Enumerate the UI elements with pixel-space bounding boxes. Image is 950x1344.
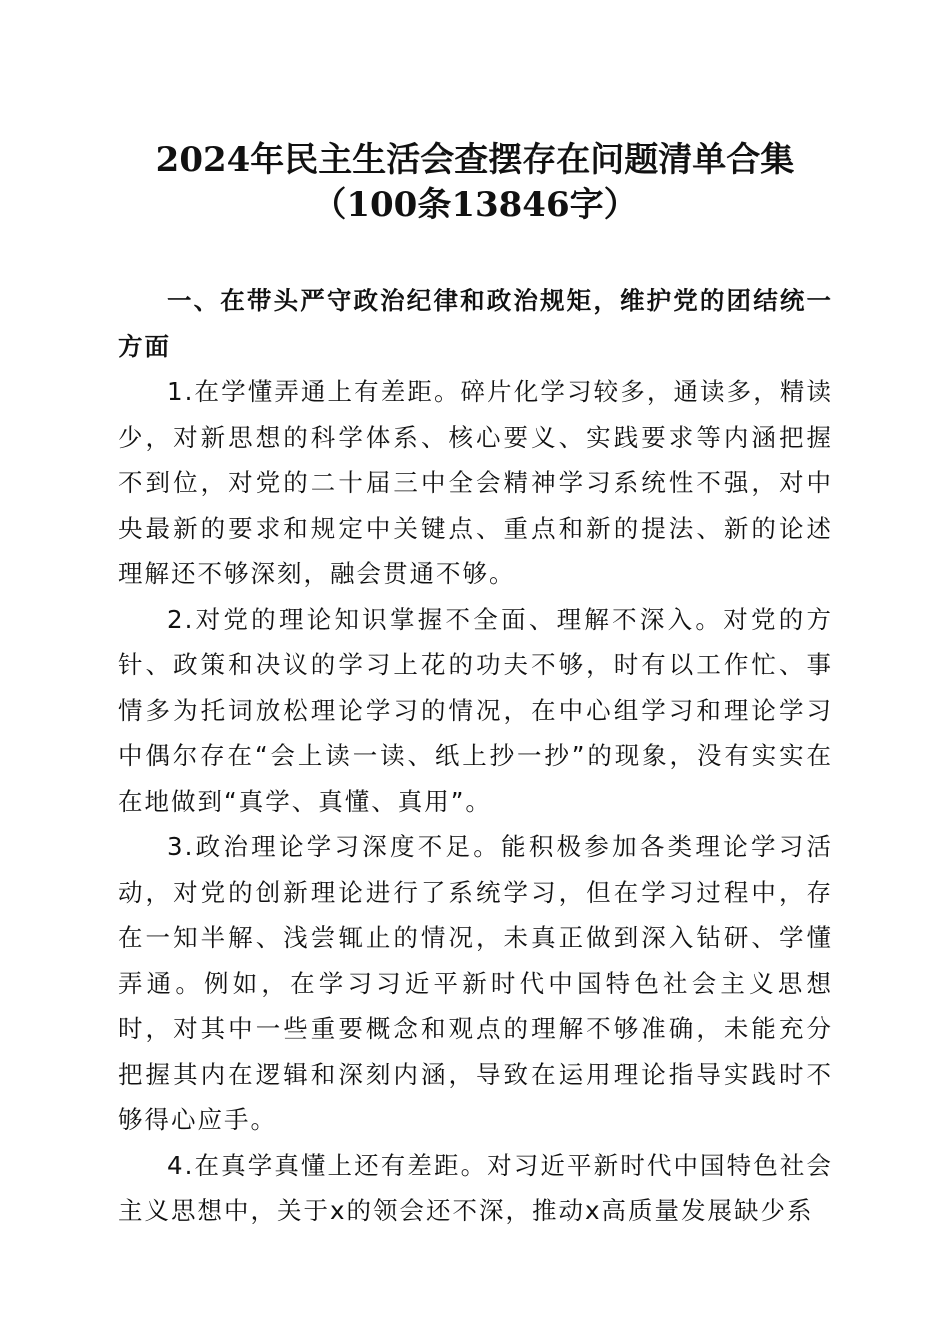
list-item: 3.政治理论学习深度不足。能积极参加各类理论学习活动，对党的创新理论进行了系统学习，但在学习过程中，存在一知半解、浅尝辄止的情况，未真正做到深入钻研、学懂弄通。例如，在学习习近平新时代中国特色社会主义思想时，对其中一些重要概念和观点的理解不够准确，未能充分把握其内在逻辑和深刻内涵，导致在运用理论指导实践时不够得心应手。 [118,832,833,1134]
list-item: 1.在学懂弄通上有差距。碎片化学习较多，通读多，精读少，对新思想的科学体系、核心要义、实践要求等内涵把握不到位，对党的二十届三中全会精神学习系统性不强，对中央最新的要求和规定中关键点、重点和新的提法、新的论述理解还不够深刻，融会贯通不够。 [118,377,833,588]
document-subtitle: （100条13846字） [312,185,638,225]
list-item: 2.对党的理论知识掌握不全面、理解不深入。对党的方针、政策和决议的学习上花的功夫不够，时有以工作忙、事情多为托词放松理论学习的情况，在中心组学习和理论学习中偶尔存在“会上读一读、纸上抄一抄”的现象，没有实实在在地做到“真学、真懂、真用”。 [118,604,833,816]
section-heading: 一、在带头严守政治纪律和政治规矩，维护党的团结统一方面 [118,286,833,361]
document-title: 2024年民主生活会查摆存在问题清单合集 [155,140,795,180]
document-body [118,278,833,1234]
list-item: 4.在真学真懂上还有差距。对习近平新时代中国特色社会主义思想中，关于x的领会还不深，推动x高质量发展缺少系 [118,1150,833,1225]
